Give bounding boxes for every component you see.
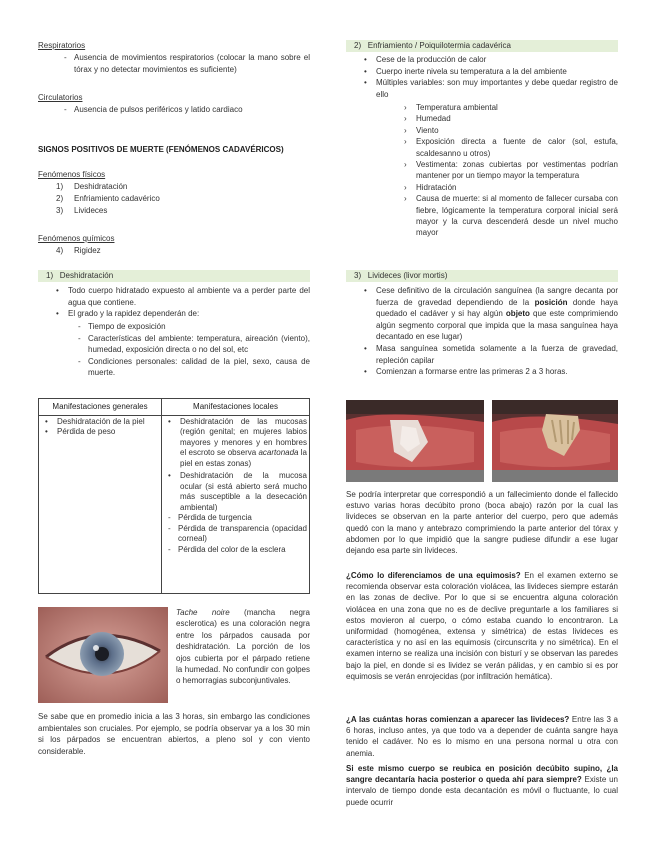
circulatorios-title: Circulatorios <box>38 93 83 102</box>
list-item: • Deshidratación de la mucosa ocular (si está abierto será mucho más susceptible a la desecación ambiental) <box>164 471 307 513</box>
fenomenos-fisicos-title: Fenómenos físicos <box>38 170 106 179</box>
deshidratacion-factors <box>74 321 310 379</box>
livideces-photo-1 <box>346 400 484 482</box>
livideces-header: 3) Livideces (livor mortis) <box>346 270 618 282</box>
local-list <box>164 417 307 514</box>
respiratorios-title: Respiratorios <box>38 41 86 50</box>
enfriamiento-variables <box>400 102 618 239</box>
closing-paragraph: Se sabe que en promedio inicia a las 3 horas, sin embargo las condiciones ambientales son cruciales. Por ejemplo, se podría observar ya a los 30 min si los párpados se encuentran abiertos, a pleno sol y con viento considerable. <box>38 712 310 756</box>
list-item: › Exposición directa a fuente de calor (sol, estufa, scaldesanno u otros) <box>400 136 618 159</box>
circulatorios-list <box>60 104 310 116</box>
tache-noire-text: Tache noire (mancha negra esclerotica) es una coloración negra entre los párpados causada por deshidratación. La porción de los ojos cubierta por el párpado retiene la humedad. No confundir con golpes o hemorragias subconjuntivales. <box>176 608 311 686</box>
photo-caption: Se podría interpretar que correspondió a un fallecimiento donde el fallecido estuvo varias horas decúbito prono (boca abajo) razón por la cual las livideces se observan en la parte anterior del cuerpo, pero que además quedó con la mano y antebrazo comprimiendo la parte anterior del tórax y abdomen por lo que impidió que la sangre pudiese difundir a ese lugar dejando esa parte sin livideces. <box>346 490 618 556</box>
list-item: › Vestimenta: zonas cubiertas por vestimentas podrían mantener por un tiempo mayor la temperatura <box>400 159 618 182</box>
table-cell <box>39 415 162 593</box>
list-item: › Humedad <box>400 113 618 124</box>
list-item: 4) Rigidez <box>56 246 101 255</box>
local-dash-list <box>164 513 307 555</box>
list-item: - Características del ambiente: temperatura, aireación (viento), humedad, exposición directa o no del sol, etc <box>74 333 310 356</box>
table-header: Manifestaciones locales <box>162 399 310 416</box>
list-item: • Pérdida de peso <box>41 427 159 438</box>
list-item: • Múltiples variables: son muy importantes y debe quedar registro de ello <box>360 77 618 100</box>
fenomenos-fisicos-list <box>38 181 310 216</box>
list-item: - Pérdida de turgencia <box>164 513 307 524</box>
livideces-list <box>360 285 618 378</box>
list-item: - Ausencia de pulsos periféricos y latido cardiaco <box>60 104 310 116</box>
list-item: 1) Deshidratación <box>56 182 128 191</box>
list-item: › Temperatura ambiental <box>400 102 618 113</box>
manifestaciones-table <box>38 398 310 594</box>
list-item: › Causa de muerte: si al momento de fallecer cursaba con fiebre, lógicamente la temperatura corporal inicial será mayor y la curva descenderá desde un nivel mucho mayor <box>400 193 618 239</box>
livideces-photo-2 <box>492 400 618 482</box>
list-item: • Todo cuerpo hidratado expuesto al ambiente va a perder parte del agua que contiene. <box>52 285 310 308</box>
table-header: Manifestaciones generales <box>39 399 162 416</box>
list-item: - Condiciones personales: calidad de la piel, sexo, causa de muerte. <box>74 356 310 379</box>
section-heading: SIGNOS POSITIVOS DE MUERTE (FENÓMENOS CADAVÉRICOS) <box>38 145 284 154</box>
list-item: • Deshidratación de las mucosas (región genital; en mujeres labios mayores y menores y en hombres el escroto se observa acartonada la piel en estas zonas) <box>164 417 307 470</box>
list-item: › Hidratación <box>400 182 618 193</box>
list-item: • Comienzan a formarse entre las primeras 2 a 3 horas. <box>360 366 618 378</box>
fenomenos-quimicos-title: Fenómenos químicos <box>38 234 115 243</box>
table-cell <box>162 415 310 593</box>
qa-equimosis: ¿Cómo lo diferenciamos de una equimosis? En el examen externo se recomienda observar esta coloración violácea, las livideces siempre estarán en las zonas de declive. Por lo que si se encuentra alguna coloración violácea en una zona que no es de declive preguntarle a los familiares si estos movieron al cuerpo, o cómo estaba cuando lo encontraron. La uniformidad (homogénea, extensa y simétrica) de estas livideces es característica y no así en las equimosis (circunscrita y no simétrica). En el examen interno se realiza una incisión con bisturí y se observan las paredes bajo la piel, en donde si es lividez se verán pálidas, y en cambio si es por equimosis se verán enrojecidas (por infiltración hemática). <box>346 571 619 681</box>
qa-horas: ¿A las cuántas horas comienzan a aparecer las livideces? Entre las 3 a 6 horas, incluso antes, ya que todo va a depender de cuánta sangre haya tenido el cadáver. No es lo mismo en una persona normal u otra con anemia. <box>346 715 619 758</box>
respiratorios-list <box>60 52 310 75</box>
qa-reubicacion: Si este mismo cuerpo se reubica en posición decúbito supino, ¿la sangre decantaría hacia posterior o queda ahí para siempre? Existe un intervalo de tiempo donde esta decantación es móvil o fluctuante, lo cual puede ocurrir <box>346 764 618 807</box>
list-item: - Pérdida del color de la esclera <box>164 545 307 556</box>
list-item: › Viento <box>400 125 618 136</box>
list-item: • Masa sanguínea sometida solamente a la fuerza de gravedad, repleción capilar <box>360 343 618 366</box>
list-item: • El grado y la rapidez dependerán de: <box>52 308 310 320</box>
eye-photo <box>38 607 168 703</box>
list-item: • Cese definitivo de la circulación sanguínea (la sangre decanta por fuerza de gravedad dependiendo de la posición donde haya quedado el cadáver y si hay algún objeto que este comprimiendo algún segmento corporal que impida que la masa sanguínea haya decantado en ese lugar) <box>360 285 618 343</box>
list-item: - Tiempo de exposición <box>74 321 310 333</box>
list-item: 3) Livideces <box>56 205 108 215</box>
list-item: - Pérdida de transparencia (opacidad corneal) <box>164 524 307 545</box>
deshidratacion-list <box>52 285 310 320</box>
deshidratacion-header: 1) Deshidratación <box>38 270 310 282</box>
fenomenos-quimicos-list <box>38 245 310 257</box>
general-list <box>41 417 159 438</box>
list-item: • Cese de la producción de calor <box>360 54 618 66</box>
enfriamiento-header: 2) Enfriamiento / Poiquilotermia cadavérica <box>346 40 618 52</box>
list-item: 2) Enfriamiento cadavérico <box>56 193 160 203</box>
list-item: - Ausencia de movimientos respiratorios (colocar la mano sobre el tórax y no detectar movimientos es suficiente) <box>60 52 310 75</box>
enfriamiento-list <box>360 54 618 100</box>
list-item: • Cuerpo inerte nivela su temperatura a la del ambiente <box>360 66 618 78</box>
list-item: • Deshidratación de la piel <box>41 417 159 428</box>
